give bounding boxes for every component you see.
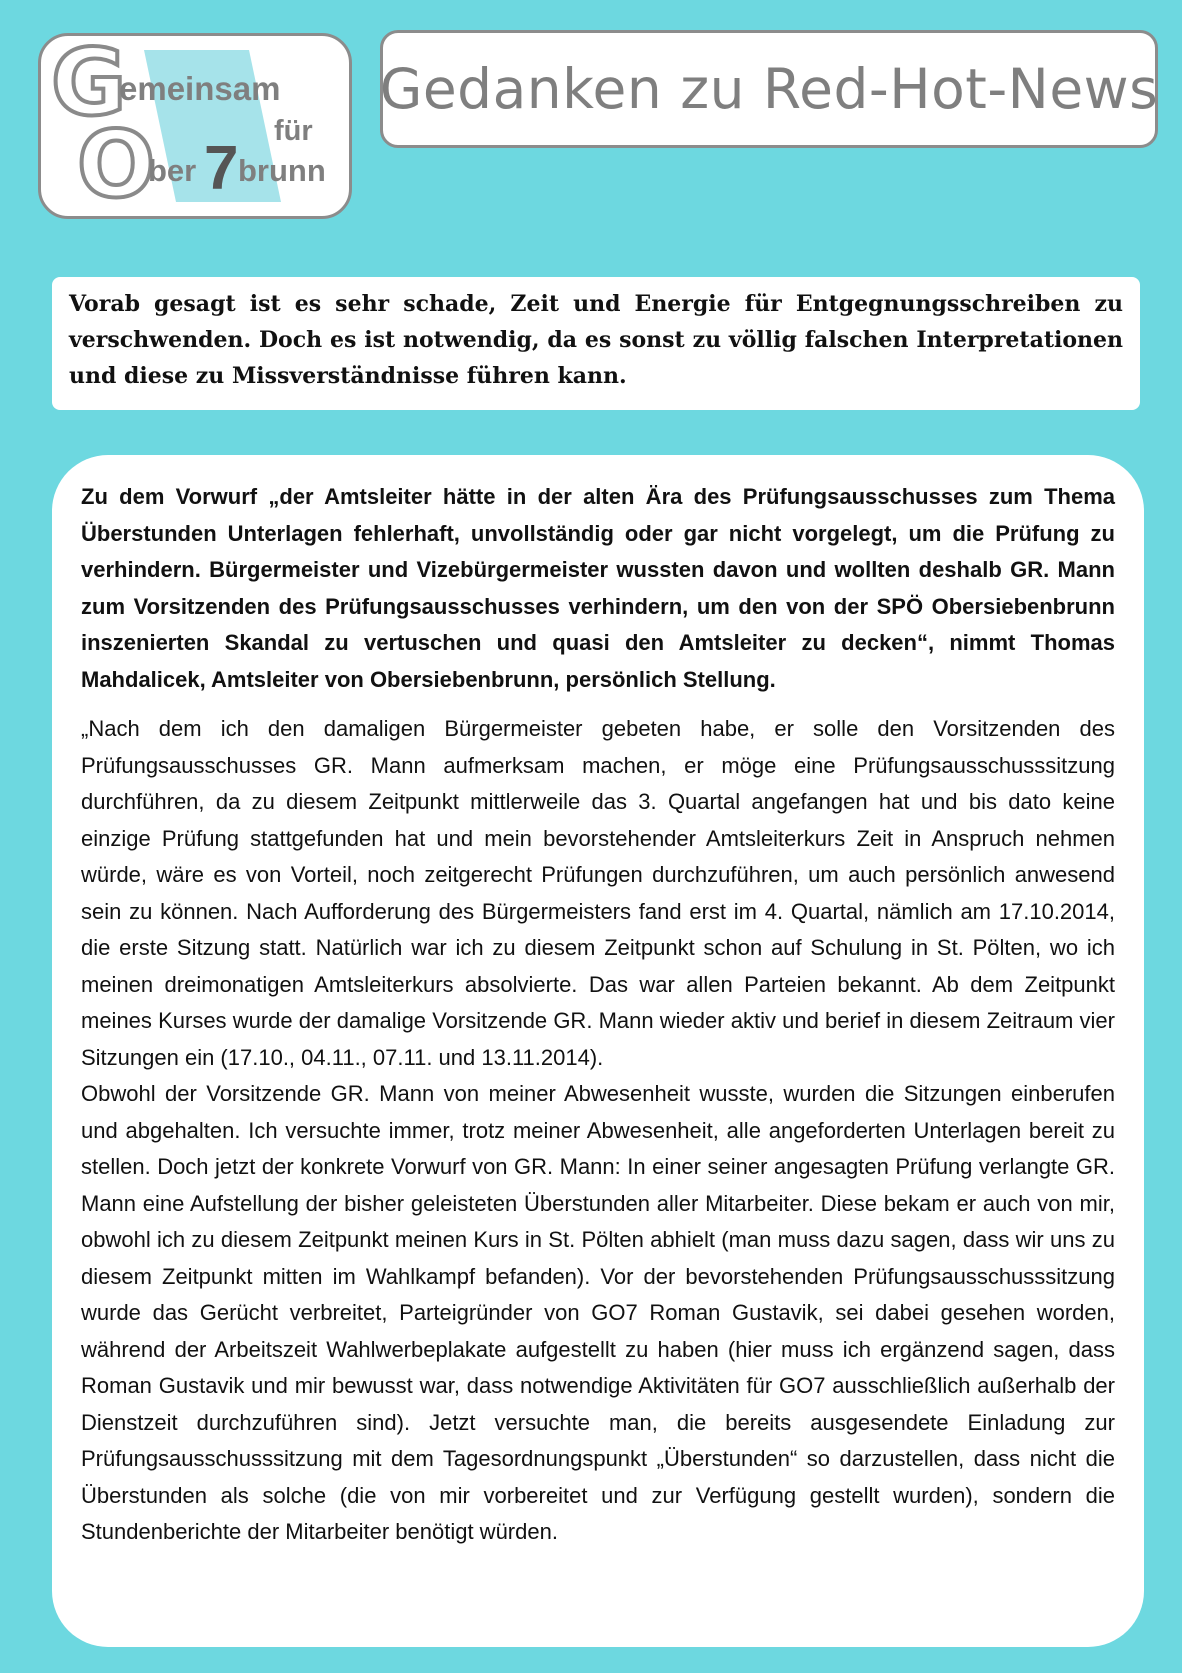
logo (38, 33, 352, 219)
logo-word-ber: ber (148, 153, 197, 188)
article-box (52, 455, 1144, 1647)
logo-seven: 7 (204, 134, 239, 203)
logo-word-brunn: brunn (238, 153, 326, 188)
page-title: Gedanken zu Red-Hot-News (379, 57, 1159, 121)
logo-word-gemeinsam: emeinsam (119, 70, 281, 107)
intro-text: Vorab gesagt ist es sehr schade, Zeit und Energie für Entgegnungsschreiben zu verschwenden. Doch es ist notwendig, da es sonst zu völlig falschen Interpretationen und diese zu Missverständnisse führen kann. (69, 291, 1123, 389)
logo-letter-g: G (51, 36, 127, 136)
logo-letter-o: O (77, 111, 156, 216)
article-paragraph-1: „Nach dem ich den damaligen Bürgermeister gebeten habe, er solle den Vorsitzenden des Prüfungsausschusses GR. Mann aufmerksam machen, er möge eine Prüfungsausschusssitzung durchführen, da zu diesem Zeitpunkt mittlerweile das 3. Quartal angefangen hat und bis dato keine einzige Prüfung stattgefunden hat und mein bevorstehender Amtsleiterkurs Zeit in Anspruch nehmen würde, wäre es von Vorteil, noch zeitgerecht Prüfungen durchzuführen, um auch persönlich anwesend sein zu können. Nach Aufforderung des Bürgermeisters fand erst im 4. Quartal, nämlich am 17.10.2014, die erste Sitzung statt. Natürlich war ich zu diesem Zeitpunkt schon auf Schulung in St. Pölten, wo ich meinen dreimonatigen Amtsleiterkurs absolvierte. Das war allen Parteien bekannt. Ab dem Zeitpunkt meines Kurses wurde der damalige Vorsitzende GR. Mann wieder aktiv und berief in diesem Zeitraum vier Sitzungen ein (17.10., 04.11., 07.11. und 13.11.2014). (81, 716, 1115, 1070)
intro-box (52, 277, 1140, 410)
go7-logo-graphic (41, 36, 349, 216)
header-title-box (380, 30, 1158, 148)
article-lead: Zu dem Vorwurf „der Amtsleiter hätte in der alten Ära des Prüfungsausschusses zum Thema Überstunden Unterlagen fehlerhaft, unvollständig oder gar nicht vorgelegt, um die Prüfung zu verhindern. Bürgermeister und Vizebürgermeister wussten davon und wollten deshalb GR. Mann zum Vorsitzenden des Prüfungsausschusses verhindern, um den von der SPÖ Obersiebenbrunn inszenierten Skandal zu vertuschen und quasi den Amtsleiter zu decken“, nimmt Thomas Mahdalicek, Amtsleiter von Obersiebenbrunn, persönlich Stellung. (81, 484, 1115, 692)
logo-word-fuer: für (274, 115, 313, 147)
article-paragraph-2: Obwohl der Vorsitzende GR. Mann von meiner Abwesenheit wusste, wurden die Sitzungen einberufen und abgehalten. Ich versuchte immer, trotz meiner Abwesenheit, alle angeforderten Unterlagen bereit zu stellen. Doch jetzt der konkrete Vorwurf von GR. Mann: In einer seiner angesagten Prüfung verlangte GR. Mann eine Aufstellung der bisher geleisteten Überstunden aller Mitarbeiter. Diese bekam er auch von mir, obwohl ich zu diesem Zeitpunkt meinen Kurs in St. Pölten abhielt (man muss dazu sagen, dass wir uns zu diesem Zeitpunkt mitten im Wahlkampf befanden). Vor der bevorstehenden Prüfungsausschusssitzung wurde das Gerücht verbreitet, Parteigründer von GO7 Roman Gustavik, sei dabei gesehen worden, während der Arbeitszeit Wahlwerbeplakate aufgestellt zu haben (hier muss ich ergänzend sagen, dass Roman Gustavik und mir bewusst war, dass notwendige Aktivitäten für GO7 ausschließlich außerhalb der Dienstzeit durchzuführen sind). Jetzt versuchte man, die bereits ausgesendete Einladung zur Prüfungsausschusssitzung mit dem Tagesordnungspunkt „Überstunden“ so darzustellen, dass nicht die Überstunden als solche (die von mir vorbereitet und zur Verfügung gestellt wurden), sondern die Stundenberichte der Mitarbeiter benötigt würden. (81, 1081, 1115, 1544)
